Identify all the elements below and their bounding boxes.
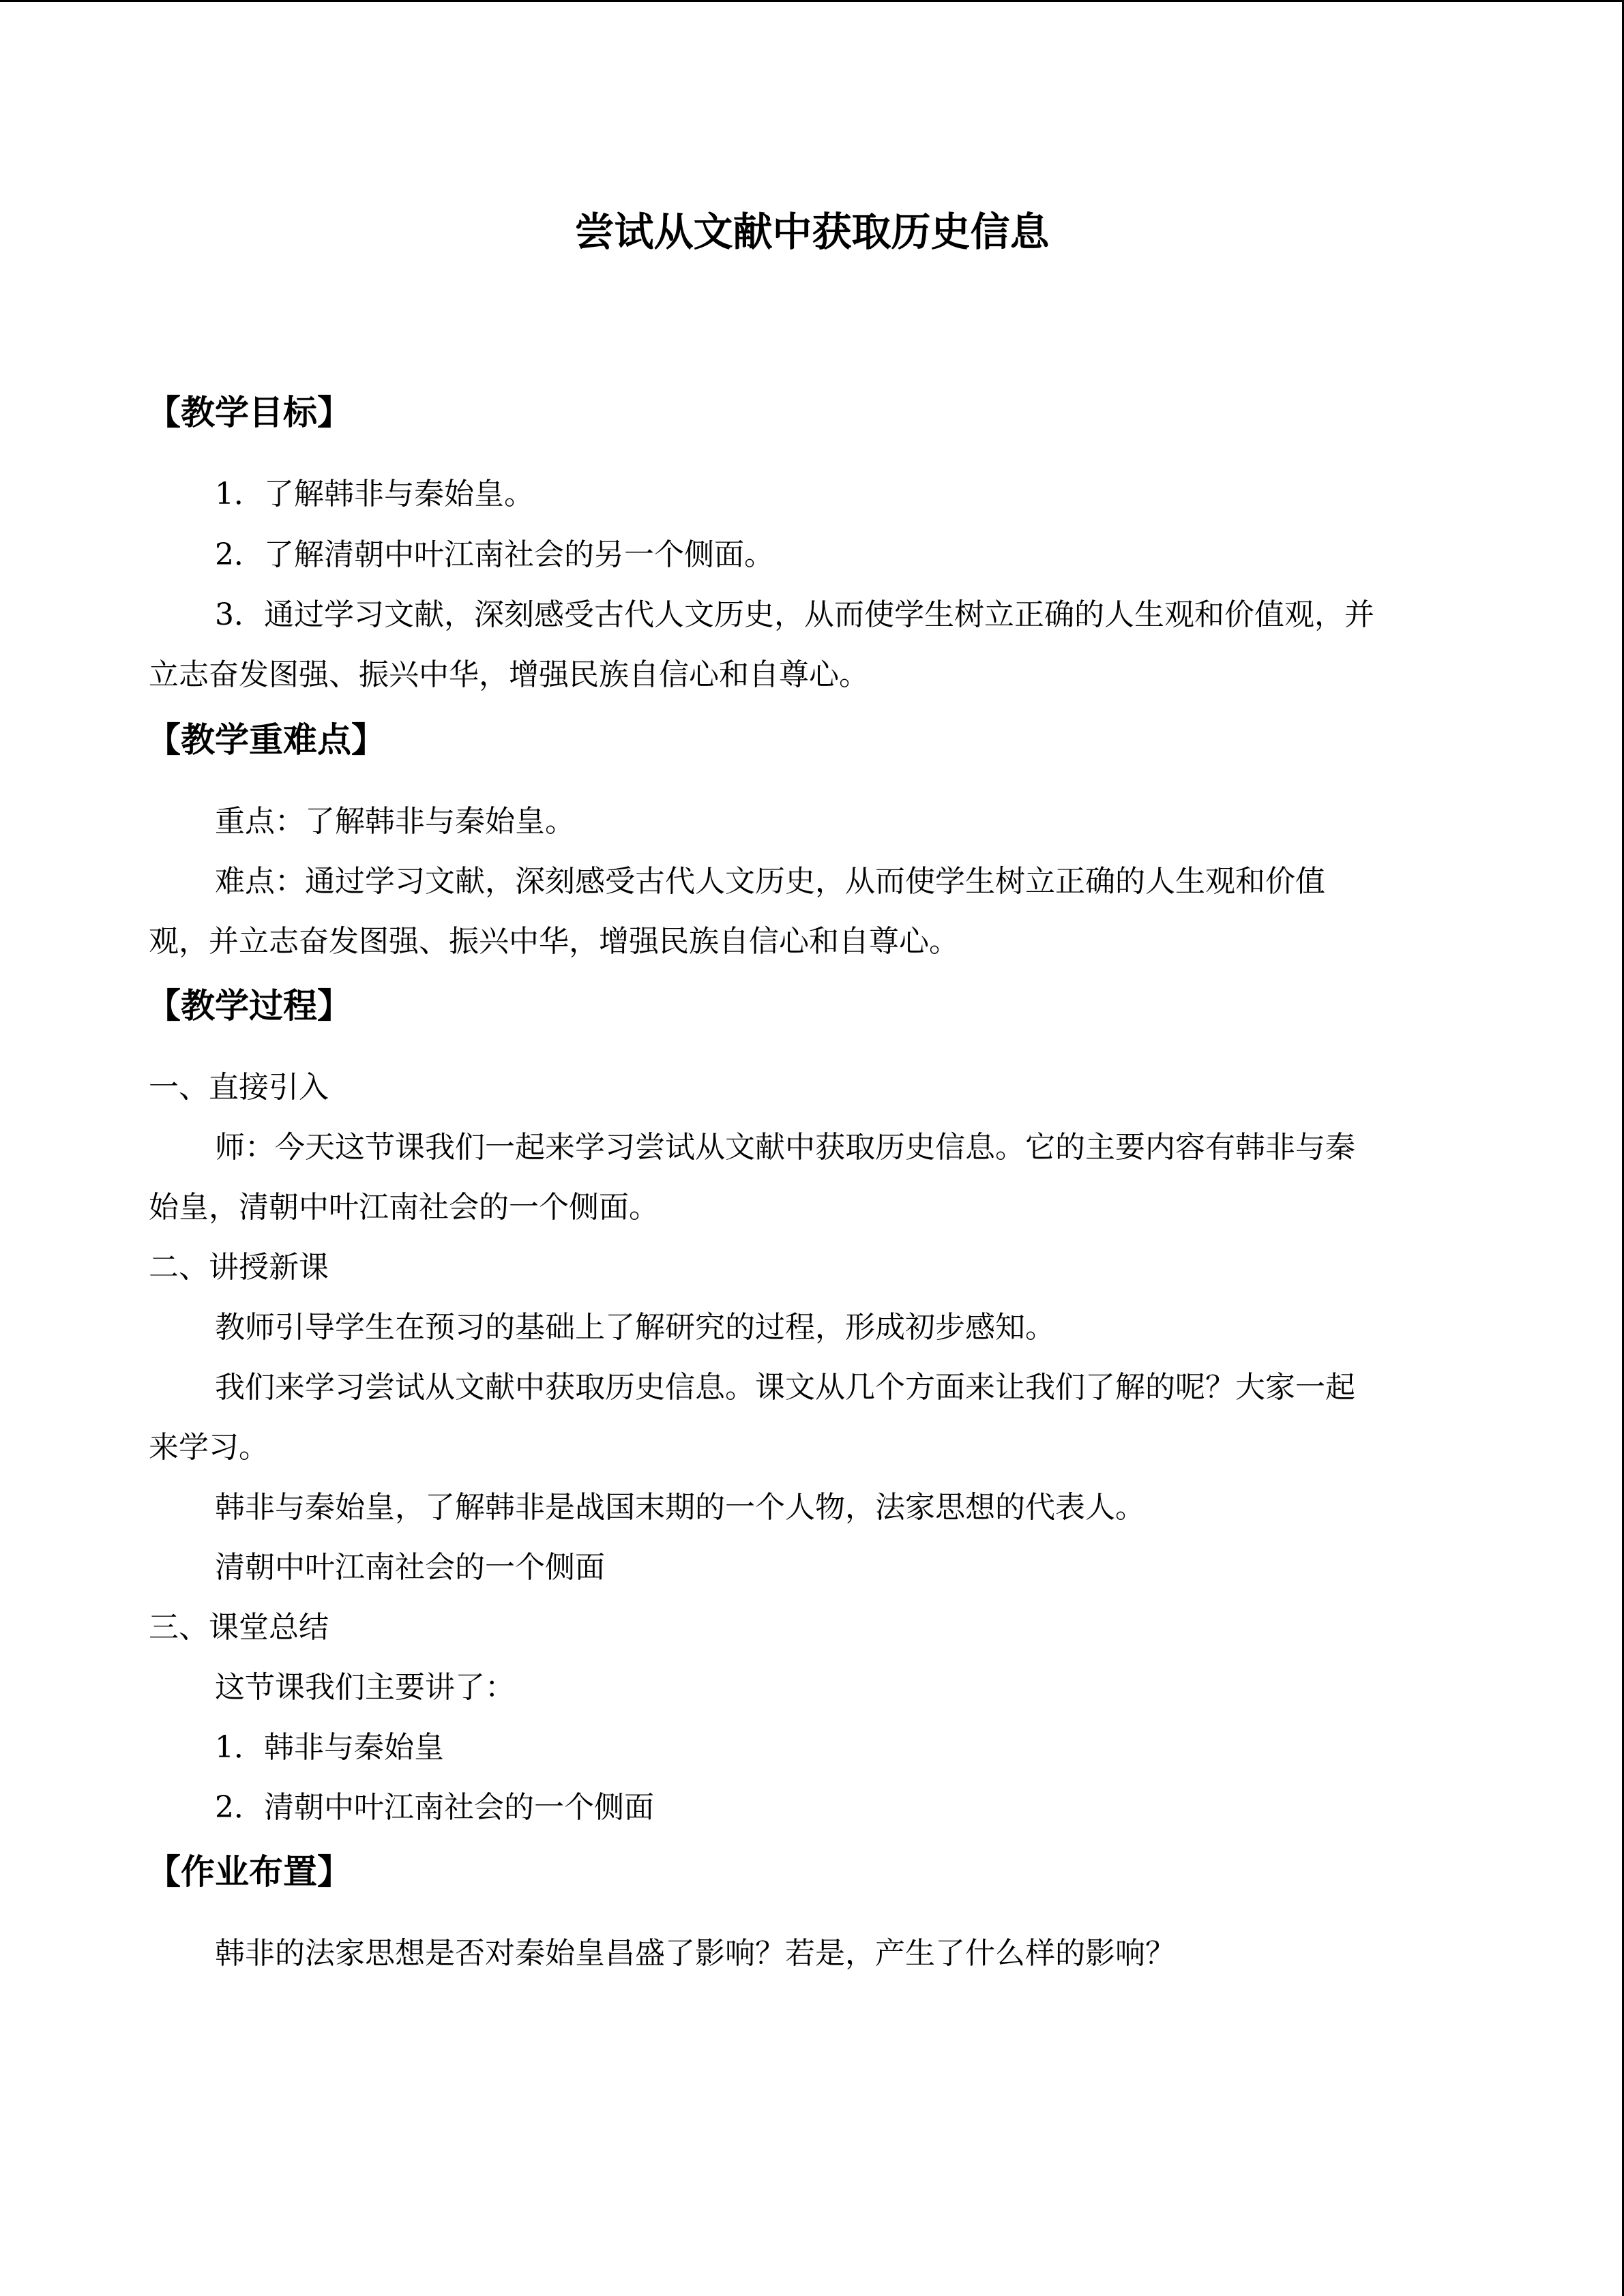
objective-item-1: 1．了解韩非与秦始皇。 xyxy=(215,477,534,511)
section-3-item-1: 1．韩非与秦始皇 xyxy=(215,1730,444,1765)
heading-teaching-process: 【教学过程】 xyxy=(147,986,351,1026)
section-1-paragraph-line-1: 师：今天这节课我们一起来学习尝试从文献中获取历史信息。它的主要内容有韩非与秦 xyxy=(215,1130,1355,1165)
section-2-paragraph-2-line-2: 来学习。 xyxy=(149,1430,269,1465)
section-3-title: 三、课堂总结 xyxy=(149,1610,329,1645)
objective-item-2: 2．了解清朝中叶江南社会的另一个侧面。 xyxy=(215,537,774,572)
section-3-paragraph-1: 这节课我们主要讲了： xyxy=(215,1670,515,1705)
section-2-paragraph-1: 教师引导学生在预习的基础上了解研究的过程，形成初步感知。 xyxy=(215,1310,1055,1345)
section-3-item-2: 2．清朝中叶江南社会的一个侧面 xyxy=(215,1790,654,1825)
section-2-paragraph-3: 韩非与秦始皇，了解韩非是战国末期的一个人物，法家思想的代表人。 xyxy=(215,1490,1145,1525)
heading-key-points: 【教学重难点】 xyxy=(147,720,385,760)
heading-teaching-objectives: 【教学目标】 xyxy=(147,393,351,432)
section-2-title: 二、讲授新课 xyxy=(149,1250,329,1285)
key-point-difficulty-line-2: 观，并立志奋发图强、振兴中华，增强民族自信心和自尊心。 xyxy=(149,924,959,959)
key-point-difficulty-line-1: 难点：通过学习文献，深刻感受古代人文历史，从而使学生树立正确的人生观和价值 xyxy=(215,864,1325,899)
section-1-paragraph-line-2: 始皇，清朝中叶江南社会的一个侧面。 xyxy=(149,1190,659,1225)
objective-item-3-line-1: 3．通过学习文献，深刻感受古代人文历史，从而使学生树立正确的人生观和价值观，并 xyxy=(215,597,1374,632)
heading-homework: 【作业布置】 xyxy=(147,1852,351,1892)
objective-item-3-line-2: 立志奋发图强、振兴中华，增强民族自信心和自尊心。 xyxy=(149,657,869,692)
page-border-top xyxy=(0,0,1624,2)
document-title: 尝试从文献中获取历史信息 xyxy=(574,209,1050,255)
section-2-paragraph-4: 清朝中叶江南社会的一个侧面 xyxy=(215,1550,605,1585)
homework-question: 韩非的法家思想是否对秦始皇昌盛了影响？若是，产生了什么样的影响？ xyxy=(215,1936,1175,1971)
key-point-focus: 重点：了解韩非与秦始皇。 xyxy=(215,804,575,839)
section-2-paragraph-2-line-1: 我们来学习尝试从文献中获取历史信息。课文从几个方面来让我们了解的呢？大家一起 xyxy=(215,1370,1355,1405)
section-1-title: 一、直接引入 xyxy=(149,1070,329,1105)
